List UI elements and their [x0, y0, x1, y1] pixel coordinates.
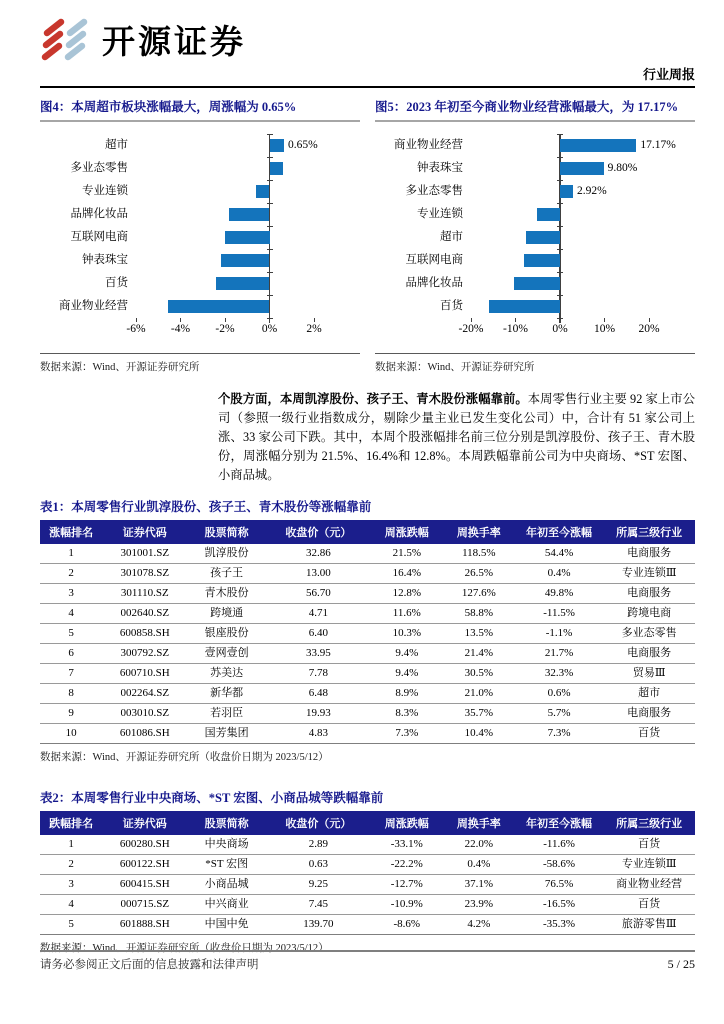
page-number: 5 / 25 [667, 957, 695, 971]
table-cell: 33.95 [266, 644, 371, 664]
value-label: 9.80% [607, 162, 638, 174]
table-cell: 青木股份 [187, 584, 266, 604]
x-tick-label: 10% [593, 323, 616, 335]
table-cell: 6.48 [266, 684, 371, 704]
table-cell: 商业物业经营 [603, 875, 695, 895]
page-footer [40, 950, 695, 972]
value-label: 2.92% [576, 185, 607, 197]
table-cell: 32.3% [515, 664, 603, 684]
table-cell: 中央商场 [187, 835, 266, 855]
category-label: 商业物业经营 [59, 300, 128, 312]
column-header: 证券代码 [102, 520, 187, 544]
category-label: 多业态零售 [405, 185, 463, 197]
table-cell: 300792.SZ [102, 644, 187, 664]
table-cell: 1 [40, 835, 102, 855]
table-cell: 贸易Ⅲ [603, 664, 695, 684]
column-header: 所属三级行业 [603, 520, 695, 544]
table-cell: 7.45 [266, 895, 371, 915]
category-label: 钟表珠宝 [417, 162, 463, 174]
table-cell: 2 [40, 855, 102, 875]
value-label: 0.65% [287, 139, 318, 151]
table-cell: 35.7% [443, 704, 515, 724]
category-label: 专业连锁 [82, 185, 128, 197]
x-tick-label: -4% [170, 323, 191, 335]
x-tick-label: -6% [126, 323, 146, 335]
table-row [40, 704, 695, 724]
x-tick-label: -2% [215, 323, 235, 335]
bar [270, 162, 283, 175]
table-cell: -16.5% [515, 895, 603, 915]
table-cell: 跨境电商 [603, 604, 695, 624]
column-header: 股票简称 [187, 520, 266, 544]
brand-name: 开源证券 [102, 23, 246, 60]
table-cell: -8.6% [371, 915, 443, 935]
table-cell: 孩子王 [187, 564, 266, 584]
table-cell: 0.4% [515, 564, 603, 584]
table-cell: 电商服务 [603, 544, 695, 564]
table-cell: 11.6% [371, 604, 443, 624]
value-label: 17.17% [640, 139, 676, 151]
table-cell: 21.0% [443, 684, 515, 704]
table-cell: 专业连锁Ⅲ [603, 564, 695, 584]
x-axis [458, 323, 660, 339]
losers-table [40, 811, 695, 935]
table-cell: 7.78 [266, 664, 371, 684]
table-cell: 国芳集团 [187, 724, 266, 744]
column-header: 周涨跌幅 [371, 520, 443, 544]
table-cell: 0.4% [443, 855, 515, 875]
charts-row [40, 94, 695, 374]
x-tick-label: 0% [552, 323, 568, 335]
table-cell: 多业态零售 [603, 624, 695, 644]
table-cell: 10 [40, 724, 102, 744]
table-cell: 12.8% [371, 584, 443, 604]
bar [229, 208, 269, 221]
figure-5-chart [375, 134, 695, 339]
axis-tick [557, 157, 563, 158]
table-cell: 600122.SH [102, 855, 187, 875]
table-cell: 电商服务 [603, 704, 695, 724]
table-cell: 10.3% [371, 624, 443, 644]
table-cell: 7.3% [371, 724, 443, 744]
axis-tick [557, 134, 563, 135]
x-tick-label: 0% [261, 323, 278, 335]
table-cell: 26.5% [443, 564, 515, 584]
table-cell: 超市 [603, 684, 695, 704]
table-cell: 58.8% [443, 604, 515, 624]
table-cell: 13.00 [266, 564, 371, 584]
bar [514, 277, 560, 290]
header-row [40, 811, 695, 835]
axis-tick [267, 134, 273, 135]
paragraph-lead: 个股方面，本周凯淳股份、孩子王、青木股份涨幅靠前。 [218, 392, 528, 406]
category-label: 多业态零售 [70, 162, 128, 174]
category-label: 品牌化妆品 [70, 208, 128, 220]
axis-tick [557, 226, 563, 227]
table-cell: 37.1% [443, 875, 515, 895]
table-cell: 电商服务 [603, 584, 695, 604]
bar [225, 231, 270, 244]
column-header: 股票简称 [187, 811, 266, 835]
table-cell: 16.4% [371, 564, 443, 584]
category-label: 专业连锁 [417, 208, 463, 220]
table-cell: 苏美达 [187, 664, 266, 684]
x-axis [126, 323, 322, 339]
table-row [40, 855, 695, 875]
axis-tick [267, 157, 273, 158]
table-row [40, 875, 695, 895]
bar [524, 254, 560, 267]
table-cell: 百货 [603, 835, 695, 855]
category-axis [375, 134, 471, 318]
table-cell: 3 [40, 875, 102, 895]
table-cell: 32.86 [266, 544, 371, 564]
axis-tick [267, 249, 273, 250]
table-cell: 中兴商业 [187, 895, 266, 915]
category-axis [40, 134, 136, 318]
plot-area [471, 134, 676, 318]
table-cell: 4.83 [266, 724, 371, 744]
table-row [40, 684, 695, 704]
table-cell: 百货 [603, 724, 695, 744]
table-row [40, 604, 695, 624]
x-tick-mark [136, 318, 137, 322]
table-cell: 3 [40, 584, 102, 604]
bar [560, 139, 636, 152]
table-cell: -11.6% [515, 835, 603, 855]
table-row [40, 624, 695, 644]
table-cell: 跨境通 [187, 604, 266, 624]
table-cell: 601888.SH [102, 915, 187, 935]
table-cell: 10.4% [443, 724, 515, 744]
table-cell: -33.1% [371, 835, 443, 855]
table-cell: 专业连锁Ⅲ [603, 855, 695, 875]
table-cell: 301078.SZ [102, 564, 187, 584]
x-tick-mark [269, 318, 270, 322]
column-header: 证券代码 [102, 811, 187, 835]
axis-tick [267, 203, 273, 204]
gainers-table [40, 520, 695, 744]
table-cell: 002264.SZ [102, 684, 187, 704]
paragraph-body: 本周零售行业主要 92 家上市公司（参照一级行业指数成分，剔除少量主业已发生变化公司）中，合计有 51 家公司上涨、33 家公司下跌。其中，本周个股涨幅排名前三位分别是凯淳股份、孩子王、青木股份，周涨幅分别为 21.5%、16.4%和 12.8%。本周跌幅靠前公司为中央商场、*ST 宏图、小商品城。 [218, 392, 695, 482]
table-cell: 21.7% [515, 644, 603, 664]
x-tick-mark [649, 318, 650, 322]
table-row [40, 544, 695, 564]
brand-logo [40, 16, 695, 63]
table-cell: 6.40 [266, 624, 371, 644]
table-cell: -11.5% [515, 604, 603, 624]
column-header: 年初至今涨幅 [515, 811, 603, 835]
table-cell: 600415.SH [102, 875, 187, 895]
table-cell: 600710.SH [102, 664, 187, 684]
table-cell: 凯淳股份 [187, 544, 266, 564]
x-tick-label: -10% [503, 323, 528, 335]
table-cell: 49.8% [515, 584, 603, 604]
table-cell: 13.5% [443, 624, 515, 644]
axis-tick [557, 180, 563, 181]
table-cell: 8 [40, 684, 102, 704]
table-cell: 1 [40, 544, 102, 564]
table-cell: 23.9% [443, 895, 515, 915]
category-label: 互联网电商 [405, 254, 463, 266]
table-cell: 54.4% [515, 544, 603, 564]
table-row [40, 724, 695, 744]
table-row [40, 584, 695, 604]
axis-tick [267, 226, 273, 227]
table-cell: 新华都 [187, 684, 266, 704]
table-cell: 9 [40, 704, 102, 724]
table-cell: 8.3% [371, 704, 443, 724]
table-cell: 5 [40, 915, 102, 935]
category-label: 商业物业经营 [394, 139, 463, 151]
bar [221, 254, 270, 267]
table-cell: *ST 宏图 [187, 855, 266, 875]
table-cell: -10.9% [371, 895, 443, 915]
table-row [40, 564, 695, 584]
figure-4-title: 图4：本周超市板块涨幅最大，周涨幅为 0.65% [40, 94, 360, 122]
table-cell: 2 [40, 564, 102, 584]
table-cell: 百货 [603, 895, 695, 915]
figure-5-panel [375, 94, 695, 374]
plot-area [136, 134, 318, 318]
column-header: 年初至今涨幅 [515, 520, 603, 544]
table-cell: 21.4% [443, 644, 515, 664]
x-tick-label: -20% [458, 323, 484, 335]
column-header: 收盘价（元） [266, 520, 371, 544]
column-header: 收盘价（元） [266, 811, 371, 835]
report-type-label: 行业周报 [642, 67, 695, 82]
table-cell: -58.6% [515, 855, 603, 875]
table-cell: 5 [40, 624, 102, 644]
table-cell: -1.1% [515, 624, 603, 644]
x-tick-mark [225, 318, 226, 322]
table-cell: 4.2% [443, 915, 515, 935]
bar [168, 300, 269, 313]
table-cell: 4.71 [266, 604, 371, 624]
category-label: 互联网电商 [70, 231, 128, 243]
table-cell: 4 [40, 604, 102, 624]
table-row [40, 895, 695, 915]
table-cell: 76.5% [515, 875, 603, 895]
category-label: 品牌化妆品 [405, 277, 463, 289]
table-cell: 56.70 [266, 584, 371, 604]
table-1-source: 数据来源：Wind、开源证券研究所（收盘价日期为 2023/5/12） [40, 752, 329, 763]
x-tick-mark [180, 318, 181, 322]
axis-tick [267, 180, 273, 181]
axis-tick [557, 249, 563, 250]
column-header: 周涨跌幅 [371, 811, 443, 835]
table-cell: 0.6% [515, 684, 603, 704]
table-2-source: 数据来源：Wind、开源证券研究所（收盘价日期为 2023/5/12） [40, 943, 329, 954]
table-cell: 118.5% [443, 544, 515, 564]
table-cell: 中国中免 [187, 915, 266, 935]
table-cell: 600280.SH [102, 835, 187, 855]
table-cell: 4 [40, 895, 102, 915]
x-tick-label: 2% [306, 323, 322, 335]
table-cell: -12.7% [371, 875, 443, 895]
table-cell: 601086.SH [102, 724, 187, 744]
bar [526, 231, 560, 244]
table-cell: 旅游零售Ⅲ [603, 915, 695, 935]
table-row [40, 644, 695, 664]
kaiyuan-logo-icon [40, 18, 92, 62]
bar [256, 185, 269, 198]
table-cell: 壹网壹创 [187, 644, 266, 664]
table-cell: 9.25 [266, 875, 371, 895]
category-label: 超市 [440, 231, 463, 243]
column-header: 周换手率 [443, 811, 515, 835]
category-label: 超市 [105, 139, 128, 151]
table-2-title: 表2：本周零售行业中央商场、*ST 宏图、小商品城等跌幅靠前 [40, 791, 384, 805]
table-row [40, 915, 695, 935]
axis-tick [557, 295, 563, 296]
table-row [40, 835, 695, 855]
table-cell: 000715.SZ [102, 895, 187, 915]
x-tick-mark [471, 318, 472, 322]
table-cell: 7 [40, 664, 102, 684]
x-tick-mark [560, 318, 561, 322]
bar [560, 185, 573, 198]
table-cell: 19.93 [266, 704, 371, 724]
column-header: 所属三级行业 [603, 811, 695, 835]
axis-tick [267, 272, 273, 273]
table-cell: 6 [40, 644, 102, 664]
table-cell: 003010.SZ [102, 704, 187, 724]
bar [489, 300, 560, 313]
table-1-title: 表1：本周零售行业凯淳股份、孩子王、青木股份等涨幅靠前 [40, 500, 372, 514]
table-cell: 9.4% [371, 644, 443, 664]
table-row [40, 664, 695, 684]
table-cell: 301001.SZ [102, 544, 187, 564]
footer-disclaimer: 请务必参阅正文后面的信息披露和法律声明 [40, 959, 259, 971]
table-cell: 30.5% [443, 664, 515, 684]
x-tick-mark [515, 318, 516, 322]
table-cell: 600858.SH [102, 624, 187, 644]
category-label: 百货 [440, 300, 463, 312]
table-cell: 22.0% [443, 835, 515, 855]
table-cell: 若羽臣 [187, 704, 266, 724]
table-cell: 9.4% [371, 664, 443, 684]
stock-commentary-paragraph [218, 390, 695, 485]
table-cell: 127.6% [443, 584, 515, 604]
table-cell: 8.9% [371, 684, 443, 704]
table-cell: 2.89 [266, 835, 371, 855]
figure-5-source: 数据来源：Wind、开源证券研究所 [375, 353, 695, 374]
table-cell: 0.63 [266, 855, 371, 875]
table-cell: 电商服务 [603, 644, 695, 664]
table-cell: 小商品城 [187, 875, 266, 895]
figure-5-title: 图5：2023 年初至今商业物业经营涨幅最大，为 17.17% [375, 94, 695, 122]
category-label: 钟表珠宝 [82, 254, 128, 266]
column-header: 涨幅排名 [40, 520, 102, 544]
table-cell: 银座股份 [187, 624, 266, 644]
figure-4-chart [40, 134, 360, 339]
table-cell: 5.7% [515, 704, 603, 724]
column-header: 跌幅排名 [40, 811, 102, 835]
bar [537, 208, 560, 221]
table-cell: 21.5% [371, 544, 443, 564]
x-tick-mark [314, 318, 315, 322]
table-cell: -22.2% [371, 855, 443, 875]
header-row [40, 520, 695, 544]
axis-tick [557, 203, 563, 204]
x-tick-label: 20% [638, 323, 660, 335]
table-cell: 301110.SZ [102, 584, 187, 604]
category-label: 百货 [105, 277, 128, 289]
page-header [40, 0, 695, 88]
figure-4-source: 数据来源：Wind、开源证券研究所 [40, 353, 360, 374]
table-cell: 7.3% [515, 724, 603, 744]
bar [216, 277, 269, 290]
axis-tick [557, 272, 563, 273]
bar [270, 139, 284, 152]
column-header: 周换手率 [443, 520, 515, 544]
table-cell: -35.3% [515, 915, 603, 935]
axis-tick [267, 295, 273, 296]
figure-4-panel [40, 94, 360, 374]
table-cell: 139.70 [266, 915, 371, 935]
bar [560, 162, 604, 175]
table-cell: 002640.SZ [102, 604, 187, 624]
x-tick-mark [604, 318, 605, 322]
